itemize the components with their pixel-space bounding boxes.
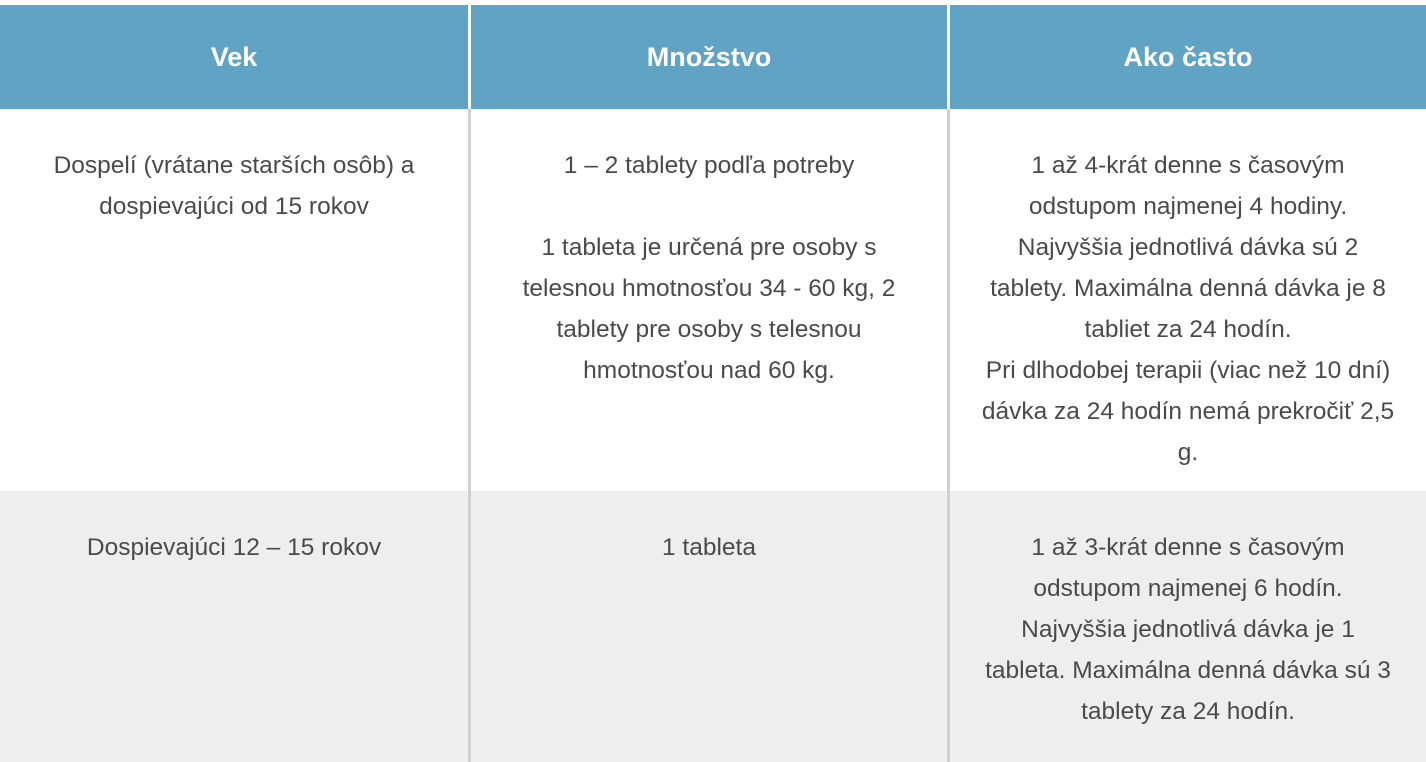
table-row — [0, 491, 1426, 762]
cell-age — [0, 109, 471, 491]
table-header-row — [0, 5, 1426, 109]
amount-note-text: 1 tableta je určená pre osoby s telesnou hmotnosťou 34 - 60 kg, 2 tablety pre osoby s telesnou hmotnosťou nad 60 kg. — [522, 234, 896, 384]
frequency-text: 1 až 3-krát denne s časovým odstupom najmenej 6 hodín. Najvyššia jednotlivá dávka je 1 tableta. Maximálna denná dávka sú 3 tablety za 24 hodín. — [985, 534, 1391, 725]
age-text: Dospievajúci 12 – 15 rokov — [86, 534, 382, 561]
age-text: Dospelí (vrátane starších osôb) a dospievajúci od 15 rokov — [53, 152, 415, 220]
cell-frequency — [950, 491, 1426, 762]
amount-text: 1 tableta — [662, 534, 756, 561]
header-frequency: Ako často — [1123, 41, 1253, 72]
frequency-text: 1 až 4-krát denne s časovým odstupom najmenej 4 hodiny. Najvyššia jednotlivá dávka sú 2 tablety. Maximálna denná dávka je 8 tabliet za 24 hodín. Pri dlhodobej terapii (viac než 10 dní) dávka za 24 hodín nemá prekročiť 2,5 g. — [981, 152, 1395, 466]
header-amount: Množstvo — [471, 5, 950, 109]
amount-text: 1 – 2 tablety podľa potreby — [563, 152, 855, 179]
cell-amount — [471, 109, 950, 491]
cell-age — [0, 491, 471, 762]
paragraph-gap — [477, 186, 941, 227]
cell-amount — [471, 491, 950, 762]
table-row — [0, 109, 1426, 491]
cell-frequency — [950, 109, 1426, 491]
header-age: Vek — [0, 5, 471, 109]
